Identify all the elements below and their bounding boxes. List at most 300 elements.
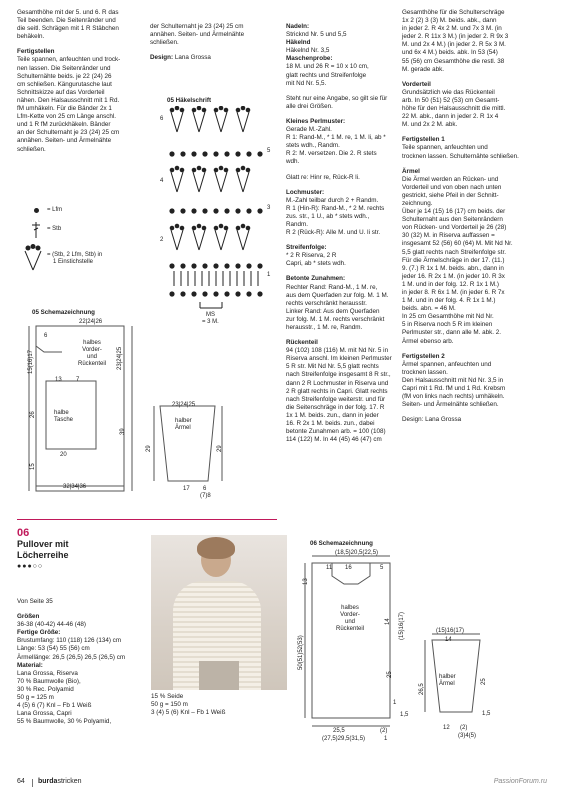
aermel-line: 1 M. und in der folg. 4. R 1x 1 M.): [402, 297, 496, 305]
fertigstellen-line: und 1 R fM zurückhäkeln. Bänder: [17, 121, 111, 129]
legend-lfm: = Lfm: [47, 207, 63, 213]
chain-stitch-icon: [34, 208, 39, 213]
chain-dot: [214, 226, 219, 231]
chain-dot: [241, 166, 246, 171]
chain-dot: [202, 226, 207, 231]
row-label: 4: [160, 178, 164, 184]
chain-dot: [235, 151, 240, 156]
aermel-line: jeder 16. R 2x 1 M. (in jeder 10. R 3x: [402, 272, 505, 280]
rueckenteil-line: Riserva anschl. Im kleinen Perlmuster: [286, 355, 392, 363]
chain-dot: [192, 226, 197, 231]
fertige-heading: Fertige Größe:: [17, 629, 61, 637]
sleeve05-bottom3: (7)8: [200, 493, 211, 499]
chain-dot: [257, 208, 262, 213]
zunahmen-heading: Betonte Zunahmen:: [286, 275, 346, 283]
chain-dot: [235, 208, 240, 213]
stitch-line: [243, 172, 249, 192]
aermel-line: 30 (32) M. in Riserva auffassen =: [402, 232, 495, 240]
schema05-pocket-w: 20: [60, 452, 67, 458]
lochmuster-line: M.-Zahl teilbar durch 2 + Randm.: [286, 196, 379, 204]
fertigstellen1-line: Teile spannen, anfeuchten und: [402, 144, 488, 152]
aermel-line: 9. (7.) R 1x 1 M. beids. abn., dann in: [402, 264, 504, 272]
rueckenteil-heading: Rückenteil: [286, 339, 318, 347]
stitch-line: [215, 112, 221, 132]
vorderteil-line: arb. In 50 (51) 52 (53) cm Gesamt-: [402, 96, 500, 104]
chain-dot: [175, 166, 180, 171]
chain-dot: [202, 291, 207, 296]
schema05-front-label: halbes Vorder- und Rückenteil: [77, 340, 106, 367]
chain-dot: [213, 291, 218, 296]
sleeve06-label: halber Ärmel: [439, 674, 456, 687]
fertige-line: Länge: 53 (54) 55 (56) cm: [17, 645, 90, 653]
aermel-line: Ärmel ebenso arb.: [402, 337, 454, 345]
schema06-bottom2: (27,5)29,5(31,5): [322, 736, 366, 742]
chain-dot: [180, 226, 185, 231]
fertigstellen2-line: Capri mit 1 Rd. fM und 1 Rd. Krebsm: [402, 385, 506, 393]
intro-line: die seitl. Schrägen mit 1 R Stäbchen: [17, 25, 119, 33]
material-line: Lana Grossa, Capri: [17, 710, 72, 718]
chain-dot: [180, 263, 185, 268]
chain-dot: [197, 106, 202, 110]
schema06-height: 50(51)52(53): [298, 635, 304, 670]
fertigstellen2-line: Ärmel spannen, anfeuchten und: [402, 360, 492, 368]
stitch-line: [193, 230, 199, 250]
groessen-line: 36-38 (40-42) 44-46 (48): [17, 621, 86, 629]
haekelnd-line: Häkelnd Nr. 3,5: [286, 47, 330, 55]
chain-dot: [202, 263, 207, 268]
rueckenteil-line: 114 (122) M. In 44 (45) 46 (47) cm: [286, 436, 382, 444]
aermel-heading: Ärmel: [402, 167, 420, 175]
stitch-line: [221, 172, 227, 192]
stitch-line: [177, 112, 183, 132]
rueckenteil-line: 2 R glatt rechts in Capri. Glatt rechts: [286, 387, 388, 395]
schema06-b: 16: [345, 565, 352, 571]
aermel-line: beids. abn. = 46 M.: [402, 305, 456, 313]
brand-logo: burdastricken: [38, 778, 82, 785]
chain-dot: [257, 151, 262, 156]
chain-dot: [224, 226, 229, 231]
chain-dot: [180, 108, 185, 113]
chain-dot: [180, 208, 185, 213]
col4-line: 1x 2 (2) 3 (3) M. beids. abk., dann: [402, 17, 497, 25]
difficulty-rating: ●●●○○: [17, 563, 44, 570]
nadeln-heading: Nadeln:: [286, 23, 310, 30]
chain-dot: [175, 106, 180, 110]
chain-dot: [246, 263, 251, 268]
chain-dot: [180, 151, 185, 156]
zunahmen-line: aus dem Querfaden zur folg. M. 1 M.: [286, 291, 389, 299]
fertigstellen2-heading: Fertigstellen 2: [402, 352, 445, 360]
fertigstellen-text: [17, 56, 142, 153]
aermel-line: zeichnung.: [402, 199, 433, 207]
material-line: 55 % Baumwolle, 30 % Polyamid,: [17, 718, 112, 726]
row-label: 3: [267, 205, 271, 211]
schema06-a: 11: [326, 565, 333, 571]
stitch-line: [215, 230, 221, 250]
col2-text: [150, 23, 275, 47]
stitch-line: [221, 230, 227, 250]
row-label: 2: [160, 237, 164, 243]
fertigstellen-line: cm schließen. Kängurutasche laut: [17, 80, 112, 88]
schema06-label: halbes Vorder- und Rückenteil: [335, 605, 364, 632]
aermel-line: Schulternaht aus den Seitenrändern: [402, 216, 503, 224]
chain-dot: [213, 151, 218, 156]
footer-divider: [32, 779, 33, 787]
page-number: 64: [17, 778, 25, 785]
aermel-line: 5,5 glatt rechts nach Streifenfolge str.: [402, 248, 506, 256]
schema05-bottom-a: 15: [30, 463, 36, 470]
stitch-line: [177, 230, 183, 250]
note-line: alle drei Größen.: [286, 102, 333, 110]
perlmuster-line: R 1: Rand-M., * 1 M. re, 1 M. li, ab *: [286, 134, 386, 142]
schema06-right2: (15)16(17): [399, 611, 405, 640]
lochmuster-line: zus. str., 1 U., ab * stets wdh.,: [286, 212, 370, 220]
haekelnd-heading: Häkelnd: [286, 39, 311, 47]
chain-dot: [170, 108, 175, 113]
chain-dot: [224, 151, 229, 156]
chain-dot: [219, 106, 224, 110]
material-line: 50 g = 150 m: [151, 701, 188, 709]
rueckenteil-line: 5 R str. Mit Nd Nr. 5,5 glatt rechts: [286, 363, 379, 371]
zunahmen-line: Linker Rand: Aus dem Querfaden: [286, 307, 380, 315]
legend-stb: = Stb: [47, 226, 62, 232]
aermel-line: von Rücken- und Vorderteil je 26 (28): [402, 224, 507, 232]
perlmuster-heading: Kleines Perlmuster:: [286, 117, 346, 125]
aermel-line: In 25 cm Gesamthöhe mit Nd Nr.: [402, 313, 494, 321]
column-2: [150, 23, 275, 62]
schema05-m1: 13: [55, 377, 62, 383]
fertigstellen2-line: Den Halsausschnitt mit Nd Nr. 3,5 in: [402, 376, 504, 384]
intro-line: Gesamthöhe mit der 5. und 6. R das: [17, 9, 119, 16]
sleeve06-mid: 14: [445, 637, 452, 643]
vorderteil-heading: Vorderteil: [402, 80, 431, 88]
footer: [17, 778, 547, 790]
stitch-line: [243, 112, 249, 132]
zunahmen-line: zur folg. M. 1 M. rechts verschränkt: [286, 315, 385, 323]
material-line: 15 % Seide: [151, 693, 184, 700]
rueckenteil-line: die Seitenschräge in der folg. 17. R: [286, 403, 385, 411]
chain-dot: [257, 291, 262, 296]
schema06-r15: 1,5: [400, 712, 409, 718]
glatt-line: Glatt re: Hinr re, Rück-R li.: [286, 173, 360, 181]
maschenprobe-line: glatt rechts und Streifenfolge: [286, 71, 367, 79]
chain-dot: [224, 263, 229, 268]
col4-line: in jeder 2. R 4x 2 M. und 7x 3 M. (in: [402, 25, 502, 33]
aermel-line: 1 M. und in der folg. 12. R 1x 1 M.): [402, 280, 499, 288]
chain-dot: [170, 226, 175, 231]
rueckenteil-line: 16. R 2x 1 M. beids. zun., dabei: [286, 420, 375, 428]
stitch-line: [199, 172, 205, 192]
aermel-line: 5 in Riserva noch 5 R im kleinen: [402, 321, 493, 329]
sleeve06-top: (15)16(17): [436, 628, 465, 634]
chain-dot: [246, 108, 251, 113]
schema05-right-h: 23|24|25: [117, 346, 123, 370]
schema06-r1: 1: [393, 700, 397, 706]
chain-dot: [170, 168, 175, 173]
material-continued: [151, 693, 281, 717]
aermel-line: Die Ärmel werden an Rücken- und: [402, 175, 499, 183]
fertigstellen-line: nen lassen. Die Seitenränder und: [17, 64, 111, 72]
intro-text: [17, 9, 142, 41]
stitch-line: [243, 230, 249, 250]
chain-dot: [202, 208, 207, 213]
chain-dot: [235, 263, 240, 268]
lochmuster-heading: Lochmuster:: [286, 188, 325, 196]
stitch-line: [199, 112, 205, 132]
vorderteil-line: M. und 2x 2 M. abk.: [402, 121, 458, 129]
chain-dot: [180, 168, 185, 173]
fertigstellen2-line: trocknen lassen.: [402, 368, 448, 376]
chain-dot: [197, 166, 202, 171]
chain-dot: [246, 291, 251, 296]
chain-dot: [169, 151, 174, 156]
section-06-header: [17, 527, 69, 573]
chain-dot: [224, 291, 229, 296]
fertigstellen-line: Schulternähte beids. je 22 (24) 26: [17, 72, 112, 80]
section-title-1: Pullover mit: [17, 539, 69, 549]
schema-06-title: 06 Schemazeichnung: [310, 540, 373, 547]
fertigstellen-heading: Fertigstellen: [17, 48, 55, 56]
intro-line: Teil beenden. Die Seitenränder und: [17, 17, 116, 25]
col4-line: M. und 2x 4 M.) (in jeder 2. R 5x 3 M.: [402, 41, 506, 49]
fertigstellen2-line: (fM von links nach rechts) umhäkeln.: [402, 393, 505, 401]
stitch-line: [215, 172, 221, 192]
aermel-line: Vorderteil und von oben nach unten: [402, 183, 502, 191]
chain-dot: [241, 224, 246, 229]
schema06-c: 5: [380, 565, 384, 571]
fertigstellen-line: Schnittskizze auf das Vorderteil: [17, 88, 105, 96]
chain-dot: [191, 208, 196, 213]
fertigstellen-line: Lfm-Kette von 25 cm Länge anschl.: [17, 113, 117, 121]
schema06-neck: 13: [303, 578, 309, 585]
design-line: Design: Lana Grossa: [402, 416, 462, 424]
sleeve05-side: 29: [146, 445, 152, 452]
maschenprobe-heading: Maschenprobe:: [286, 55, 333, 63]
perlmuster-line: R 2: M. versetzen. Die 2. R stets: [286, 150, 377, 158]
schema05-side: 26: [30, 411, 36, 418]
chain-dot: [224, 168, 229, 173]
chain-dot: [202, 168, 207, 173]
model-photo: [151, 535, 287, 690]
chain-dot: [192, 108, 197, 113]
aermel-line: in jeder 8. R 6x 1 M. (in jeder 6. R 7x: [402, 289, 505, 296]
maschenprobe-line: 18 M. und 26 R = 10 x 10 cm,: [286, 63, 369, 71]
nadeln-line: Stricknd Nr. 5 und 5,5: [286, 31, 347, 39]
perlmuster-line: stets wdh., Randm.: [286, 142, 340, 150]
fertigstellen-line: fM umhäkeln. Für die Bänder 2x 1: [17, 105, 112, 113]
sleeve06-right: 25: [481, 678, 487, 685]
fertigstellen1-line: trocknen lassen. Schulternähte schließen.: [402, 152, 519, 160]
perlmuster-line: Gerade M.-Zahl.: [286, 126, 332, 134]
chain-dot: [191, 263, 196, 268]
rueckenteil-line: nach Streifenfolge insgesamt 8 R str.,: [286, 371, 391, 379]
schema06-right1: 14: [385, 618, 391, 625]
v-stitch-icon: [22, 244, 44, 272]
ms-value: = 3 M.: [202, 319, 219, 325]
stitch-line: [237, 172, 243, 192]
aermel-line: Perlmuster str., dann alle M. abk. 2.: [402, 329, 502, 337]
von-seite: Von Seite 35: [17, 598, 53, 605]
watermark: PassionForum.ru: [493, 778, 547, 785]
material-heading: Material:: [17, 661, 43, 669]
chain-dot: [169, 291, 174, 296]
chain-dot: [236, 168, 241, 173]
schema05-top: 22|24|26: [79, 319, 103, 325]
chain-dot: [202, 151, 207, 156]
chain-dot: [175, 224, 180, 229]
chain-dot: [214, 168, 219, 173]
sleeve06-b2: (2): [460, 725, 468, 731]
chain-dot: [214, 108, 219, 113]
fertigstellen-line: annähen. Seiten- und Ärmelnähte: [17, 137, 112, 145]
perlmuster-line: wdh.: [286, 158, 300, 166]
col2-line: schließen.: [150, 39, 179, 47]
chain-dot: [169, 208, 174, 213]
chain-dot: [197, 224, 202, 229]
zunahmen-line: herausstr., 1 M. re, Randm.: [286, 324, 363, 331]
fertigstellen-line: Teile spannen, anfeuchten und trock-: [17, 56, 121, 64]
chain-dot: [192, 168, 197, 173]
double-crochet-icon: [29, 221, 43, 239]
sleeve05-top: 23|24|25: [172, 402, 196, 408]
design-credit: Design: Lana Grossa: [150, 54, 211, 62]
stitch-line: [237, 112, 243, 132]
vorderteil-line: höhe für den Halsausschnitt die mittl.: [402, 105, 506, 113]
col4-line: 55 (56) cm Gesamthöhe die restl. 38: [402, 57, 505, 65]
lochmuster-line: R 2 (Rück-R): Alle M. und U. li str.: [286, 229, 381, 237]
schema06-b1: (2): [380, 728, 388, 734]
schema05-shoulder: 15(16)17: [28, 349, 34, 374]
fertige-line: Ärmellänge: 26,5 (26,5) 26,5 (26,5) cm: [17, 653, 126, 661]
schema05-width: 32|34|36: [63, 484, 87, 490]
column-1: [17, 9, 142, 154]
schema06-bottom: 25,5: [333, 728, 345, 734]
chain-dot: [191, 291, 196, 296]
schema-05-title: 05 Schemazeichnung: [32, 309, 95, 316]
col4-line: Gesamthöhe für die Schulterschräge: [402, 9, 505, 16]
column-4: [402, 9, 542, 424]
crochet-chart-05: [160, 106, 280, 326]
aermel-line: insgesamt 52 (56) 60 (64) M. Mit Nd Nr.: [402, 240, 513, 248]
chain-dot: [246, 151, 251, 156]
chart-05-title: 05 Häkelschrift: [167, 97, 212, 104]
aermel-line: Für die Ärmelschräge in der 17. (11.): [402, 256, 505, 264]
sleeve05-right: 29: [217, 445, 223, 452]
row-label: 5: [267, 148, 271, 154]
fertigstellen-line: an der Schulternaht je 23 (24) 25 cm: [17, 129, 120, 137]
row-label: 6: [160, 116, 164, 122]
chain-dot: [224, 108, 229, 113]
sleeve06-bottom: 12: [443, 725, 450, 731]
streifenfolge-line: * 2 R Riserva, 2 R: [286, 252, 337, 260]
stitch-line: [171, 172, 177, 192]
vorderteil-line: 22 M. abk., dann in jeder 2. R 1x 4: [402, 113, 499, 121]
section-divider: [17, 519, 277, 520]
schema-06-drawing: [300, 548, 418, 738]
intro-line: behäkeln.: [17, 33, 45, 41]
rueckenteil-line: nach Streifenfolge weiterstr. und für: [286, 395, 386, 403]
schema05-pocket-label: halbe Tasche: [54, 410, 74, 423]
lochmuster-line: R 1 (Hin-R): Rand-M., * 2 M. rechts: [286, 204, 385, 212]
col4-line: jeder 2. R 11x 3 M.) (in jeder 2. R 9x 3: [402, 33, 509, 41]
material-line: 3 (4) 5 (6) Knl – Fb 1 Weiß: [151, 709, 226, 717]
material-line: 4 (5) 6 (7) Knl – Fb 1 Weiß: [17, 702, 92, 710]
zunahmen-line: Rechter Rand: Rand-M., 1 M. re,: [286, 283, 378, 291]
schema06-b2: 1: [384, 736, 388, 742]
col2-line: der Schulternaht je 23 (24) 25 cm: [150, 23, 244, 30]
fertigstellen-line: nähen. Den Halsausschnitt mit 1 Rd.: [17, 96, 120, 104]
rueckenteil-line: betonte Zunahmen arb. = 100 (108): [286, 428, 386, 436]
sleeve05-bottom: 17: [183, 486, 190, 492]
col4-line: und 6x 4 M.) beids. abk. In 53 (54): [402, 49, 498, 57]
material-line: 70 % Baumwolle (Bio),: [17, 677, 81, 685]
chain-dot: [246, 168, 251, 173]
chain-dot: [213, 208, 218, 213]
ms-label: MS: [206, 312, 215, 318]
schema05-m2: 7: [76, 377, 80, 383]
chain-dot: [180, 291, 185, 296]
chain-dot: [246, 226, 251, 231]
sleeve05-label: halber Ärmel: [175, 418, 192, 431]
chain-dot: [169, 263, 174, 268]
chain-dot: [219, 166, 224, 171]
row-label: 1: [267, 272, 271, 278]
rueckenteil-line: dann 2 R Lochmuster in Riserva und: [286, 379, 389, 387]
lochmuster-line: Randm.: [286, 220, 309, 228]
chain-dot: [224, 208, 229, 213]
schema05-neck: 6: [44, 333, 48, 339]
vorderteil-line: Grundsätzlich wie das Rückenteil: [402, 88, 495, 96]
stitch-line: [177, 172, 183, 192]
schema06-top: (18,5)20,5(22,5): [335, 550, 379, 556]
maschenprobe-line: mit Nd Nr. 5,5.: [286, 79, 327, 87]
chain-dot: [219, 224, 224, 229]
stitch-line: [193, 172, 199, 192]
groessen-heading: Größen: [17, 613, 40, 621]
material-line: Lana Grossa, Riserva: [17, 669, 78, 677]
stitch-line: [171, 112, 177, 132]
chain-dot: [241, 106, 246, 110]
material-line: 50 g = 125 m: [17, 694, 54, 702]
aermel-line: gestrickt, siehe Pfeil in der Schnitt-: [402, 191, 499, 199]
chain-dot: [191, 151, 196, 156]
streifenfolge-heading: Streifenfolge:: [286, 244, 327, 252]
rueckenteil-line: 94 (102) 108 (116) M. mit Nd Nr. 5 in: [286, 347, 389, 355]
schema06-r25: 25: [387, 671, 393, 678]
aermel-line: Über je 14 (15) 16 (17) cm beids. der: [402, 208, 506, 216]
sleeve05-bottom2: 6: [203, 486, 207, 492]
zunahmen-line: rechts verschränkt herausstr.: [286, 299, 367, 307]
chain-dot: [202, 108, 207, 113]
chain-dot: [236, 108, 241, 113]
material-line: 30 % Rec. Polyamid: [17, 685, 74, 693]
stitch-line: [221, 112, 227, 132]
schema05-height: 39: [120, 428, 126, 435]
stitch-line: [199, 230, 205, 250]
fertigstellen2-line: Seiten- und Ärmelnähte schließen.: [402, 401, 499, 409]
rueckenteil-line: 1x 1 M. beids. zun., dann in jeder: [286, 411, 379, 419]
chain-dot: [257, 263, 262, 268]
stitch-line: [193, 112, 199, 132]
section-06-details: [17, 598, 142, 726]
chain-dot: [213, 263, 218, 268]
chain-dot: [246, 208, 251, 213]
note-line: Steht nur eine Angabe, so gilt sie für: [286, 94, 388, 102]
section-number: 06: [17, 527, 30, 539]
chain-dot: [236, 226, 241, 231]
sleeve06-r15: 1,5: [482, 711, 491, 717]
fertigstellen1-heading: Fertigstellen 1: [402, 136, 445, 144]
